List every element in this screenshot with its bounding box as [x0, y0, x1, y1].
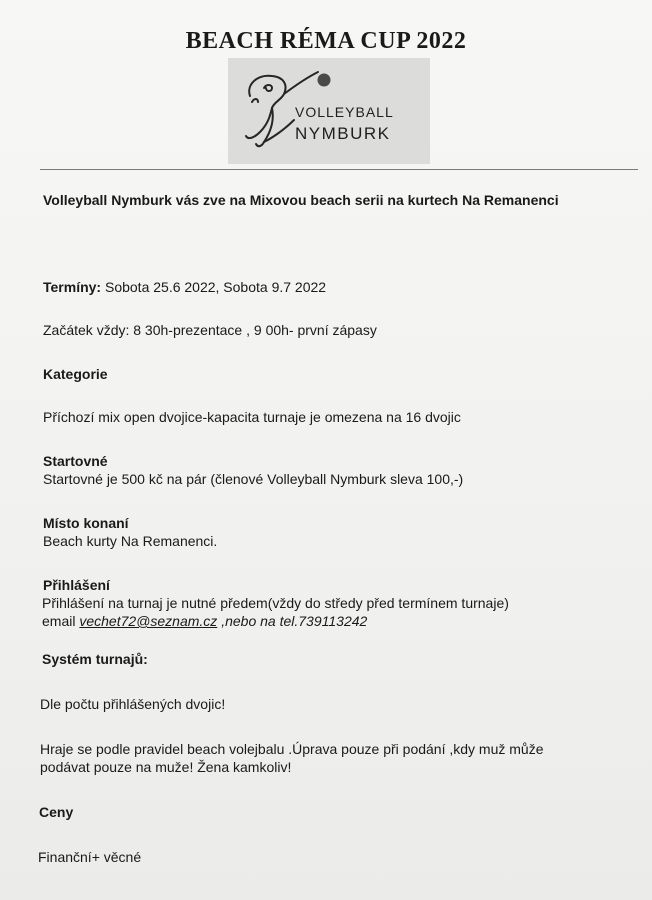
system-text-1: Dle počtu přihlášených dvojic! [40, 696, 226, 712]
prihlaseni-heading: Přihlášení [43, 577, 110, 593]
kategorie-text: Příchozí mix open dvojice-kapacita turnaje je omezena na 16 dvojic [43, 409, 461, 425]
terminy-label: Termíny: [43, 279, 102, 295]
email-link[interactable]: vechet72@seznam.cz [79, 613, 218, 629]
logo-line-volleyball: VOLLEYBALL [295, 104, 394, 120]
terminy-line [43, 279, 326, 296]
logo-line-nymburk: NYMBURK [295, 124, 391, 143]
system-heading: Systém turnajů: [42, 651, 148, 667]
kategorie-heading: Kategorie [43, 366, 108, 382]
startovne-heading: Startovné [43, 453, 108, 469]
misto-heading: Místo konaní [43, 515, 129, 531]
phone-text: ,nebo na tel.739113242 [217, 613, 368, 629]
intro-text: Volleyball Nymburk vás zve na Mixovou beach serii na kurtech Na Remanenci [43, 192, 559, 208]
page-title: BEACH RÉMA CUP 2022 [185, 28, 467, 54]
misto-text: Beach kurty Na Remanenci. [43, 533, 218, 549]
ceny-text: Finanční+ věcné [38, 849, 142, 865]
ceny-heading: Ceny [39, 804, 74, 820]
zacatek-text: Začátek vždy: 8 30h-prezentace , 9 00h- první zápasy [43, 322, 377, 338]
email-prefix: email [42, 613, 80, 629]
divider [40, 169, 638, 170]
contact-line [42, 613, 367, 630]
terminy-value: Sobota 25.6 2022, Sobota 9.7 2022 [101, 279, 327, 295]
prihlaseni-text: Přihlášení na turnaj je nutné předem(vždy do středy před termínem turnaje) [42, 595, 509, 611]
system-text-2-line-2: podávat pouze na muže! Žena kamkoliv! [40, 759, 292, 775]
volleyball-nymburk-logo [228, 58, 430, 164]
system-text-2-line-1: Hraje se podle pravidel beach volejbalu .Úprava pouze při podání ,kdy muž může [40, 741, 544, 757]
startovne-text: Startovné je 500 kč na pár (členové Volleyball Nymburk sleva 100,-) [43, 471, 464, 487]
